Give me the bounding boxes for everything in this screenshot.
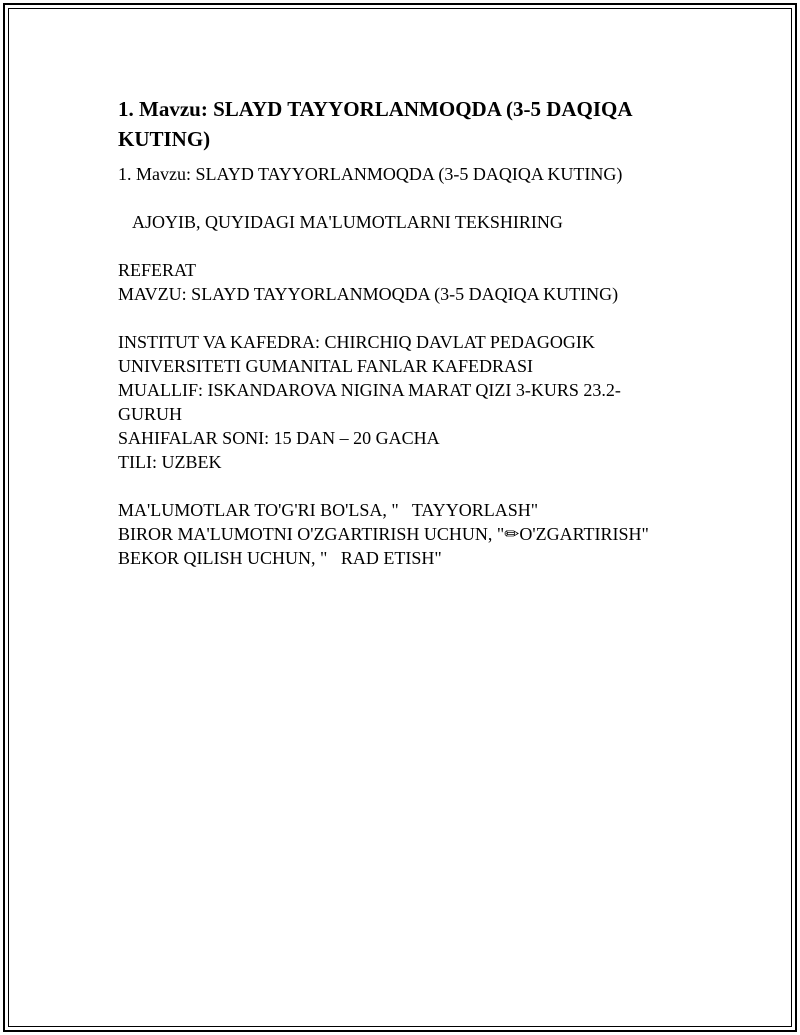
referat-label: REFERAT xyxy=(118,260,197,280)
spacer xyxy=(118,186,678,210)
subtitle-line: 1. Mavzu: SLAYD TAYYORLANMOQDA (3-5 DAQIQA KUTING) xyxy=(118,164,623,184)
spacer xyxy=(118,306,678,330)
spacer xyxy=(118,234,678,258)
sahifalar-line: SAHIFALAR SONI: 15 DAN – 20 GACHA xyxy=(118,428,440,448)
check-info-line: AJOYIB, QUYIDAGI MA'LUMOTLARNI TEKSHIRING xyxy=(132,212,563,232)
document-heading: 1. Mavzu: SLAYD TAYYORLANMOQDA (3-5 DAQIQA KUTING) xyxy=(118,97,632,151)
institut-line: INSTITUT VA KAFEDRA: CHIRCHIQ DAVLAT PEDAGOGIK UNIVERSITETI GUMANITAL FANLAR KAFEDRASI xyxy=(118,332,595,376)
instruction-prepare: MA'LUMOTLAR TO'G'RI BO'LSA, " TAYYORLASH" xyxy=(118,500,539,520)
instruction-cancel: BEKOR QILISH UCHUN, " RAD ETISH" xyxy=(118,548,442,568)
instruction-edit: BIROR MA'LUMOTNI O'ZGARTIRISH UCHUN, "✏O'ZGARTIRISH" xyxy=(118,524,649,544)
tili-line: TILI: UZBEK xyxy=(118,452,222,472)
document-body xyxy=(118,94,678,570)
mavzu-line: MAVZU: SLAYD TAYYORLANMOQDA (3-5 DAQIQA KUTING) xyxy=(118,284,619,304)
spacer xyxy=(118,474,678,498)
muallif-line: MUALLIF: ISKANDAROVA NIGINA MARAT QIZI 3-KURS 23.2-GURUH xyxy=(118,380,621,424)
